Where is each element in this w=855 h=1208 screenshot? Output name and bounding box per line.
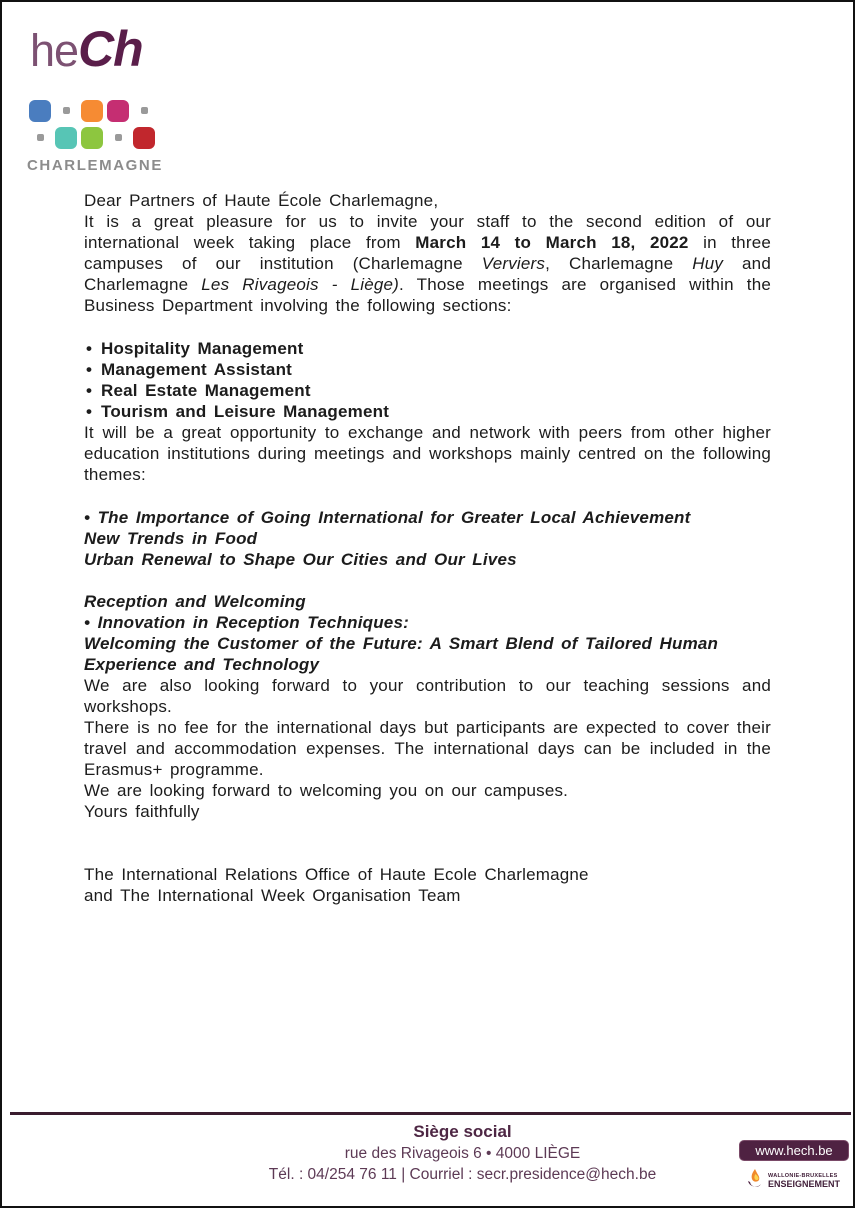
bullet-glyph: •: [86, 360, 93, 379]
themes-block-2: [84, 591, 771, 675]
logo-square-green: [81, 127, 103, 149]
hech-wordmark: [27, 22, 167, 89]
theme-line: Reception and Welcoming: [84, 592, 306, 611]
closing-salutation: Yours faithfully: [84, 802, 200, 821]
list-item: [84, 401, 771, 422]
wallonie-bruxelles-label: [768, 1174, 840, 1190]
paragraph-invitation: [84, 211, 771, 316]
p1-text: It is a great pleasure for us to invite your staff to the second edition of our international week taking place from: [84, 212, 771, 252]
bullet-glyph: •: [86, 402, 93, 421]
theme-line: Urban Renewal to Shape Our Cities and Our Lives: [84, 550, 517, 569]
paragraph-welcome: We are looking forward to welcoming you on our campuses.: [84, 781, 569, 800]
signature-line-2: and The International Week Organisation Team: [84, 886, 461, 905]
logo-square-blue: [29, 100, 51, 122]
section-tourism: Tourism and Leisure Management: [101, 402, 390, 421]
logo-dot: [141, 107, 148, 114]
letter-body: [84, 190, 771, 906]
logo-square-orange: [81, 100, 103, 122]
wordmark-he: he: [30, 25, 79, 76]
p1-text: . Those meetings are organised within the Business Department involving the following sections:: [84, 275, 772, 315]
p1-text: , Charlemagne: [545, 254, 693, 273]
section-management-assistant: Management Assistant: [101, 360, 293, 379]
section-hospitality: Hospitality Management: [101, 339, 304, 358]
logo-squares: [27, 97, 167, 151]
wbe-line-1: WALLONIE-BRUXELLES: [768, 1172, 838, 1179]
list-item: [84, 380, 771, 401]
footer-divider: [10, 1112, 851, 1115]
p1-campus-liege: Les Rivageois - Liège): [201, 275, 400, 294]
p1-text: and Charlemagne: [84, 254, 771, 294]
logo-charlemagne-label: CHARLEMAGNE: [27, 157, 163, 174]
logo-dot: [63, 107, 70, 114]
footer-title: Siège social: [413, 1122, 512, 1141]
wallonie-bruxelles-logo: [747, 1168, 840, 1195]
paragraph-opportunity: It will be a great opportunity to exchange and network with peers from other higher education institutions during meetings and workshops mainly centred on the following themes:: [84, 423, 771, 484]
list-item: [84, 359, 771, 380]
logo-dot: [37, 134, 44, 141]
signature-line-1: The International Relations Office of Haute Ecole Charlemagne: [84, 865, 589, 884]
bullet-glyph: •: [86, 339, 93, 358]
theme-line: New Trends in Food: [84, 529, 258, 548]
logo-square-magenta: [107, 100, 129, 122]
paragraph-fees: There is no fee for the international days but participants are expected to cover their travel and accommodation expenses. The international days can be included in the Erasmus+ programme.: [84, 718, 771, 779]
bullet-glyph: •: [86, 381, 93, 400]
section-real-estate: Real Estate Management: [101, 381, 311, 400]
theme-line: Welcoming the Customer of the Future: A Smart Blend of Tailored Human Experience and Technology: [84, 634, 719, 674]
footer-address: rue des Rivageois 6 • 4000 LIÈGE: [344, 1145, 581, 1162]
website-badge[interactable]: www.hech.be: [739, 1140, 849, 1161]
wbe-line-2: ENSEIGNEMENT: [768, 1179, 841, 1190]
footer-contact: Tél. : 04/254 76 11 | Courriel : secr.presidence@hech.be: [268, 1166, 657, 1183]
logo-square-red: [133, 127, 155, 149]
theme-line: • Innovation in Reception Techniques:: [84, 613, 409, 632]
hech-logo: [27, 22, 167, 174]
signature-block: [84, 864, 771, 906]
logo-square-teal: [55, 127, 77, 149]
footer-address-block: [72, 1122, 853, 1184]
sections-list: [84, 338, 771, 422]
p1-campus-verviers: Verviers: [481, 254, 546, 273]
wallonie-bruxelles-flame-icon: [747, 1168, 764, 1195]
logo-dot: [115, 134, 122, 141]
theme-line: • The Importance of Going International for Greater Local Achievement: [84, 508, 691, 527]
themes-block-1: [84, 507, 771, 570]
p1-dates: March 14 to March 18, 2022: [415, 233, 689, 252]
p1-campus-huy: Huy: [692, 254, 724, 273]
paragraph-contribution: We are also looking forward to your contribution to our teaching sessions and workshops.: [84, 676, 771, 716]
wordmark-ch: Ch: [78, 21, 143, 77]
p1-text: in three campuses of our institution (Charlemagne: [84, 233, 771, 273]
list-item: [84, 338, 771, 359]
greeting: Dear Partners of Haute École Charlemagne,: [84, 191, 439, 210]
